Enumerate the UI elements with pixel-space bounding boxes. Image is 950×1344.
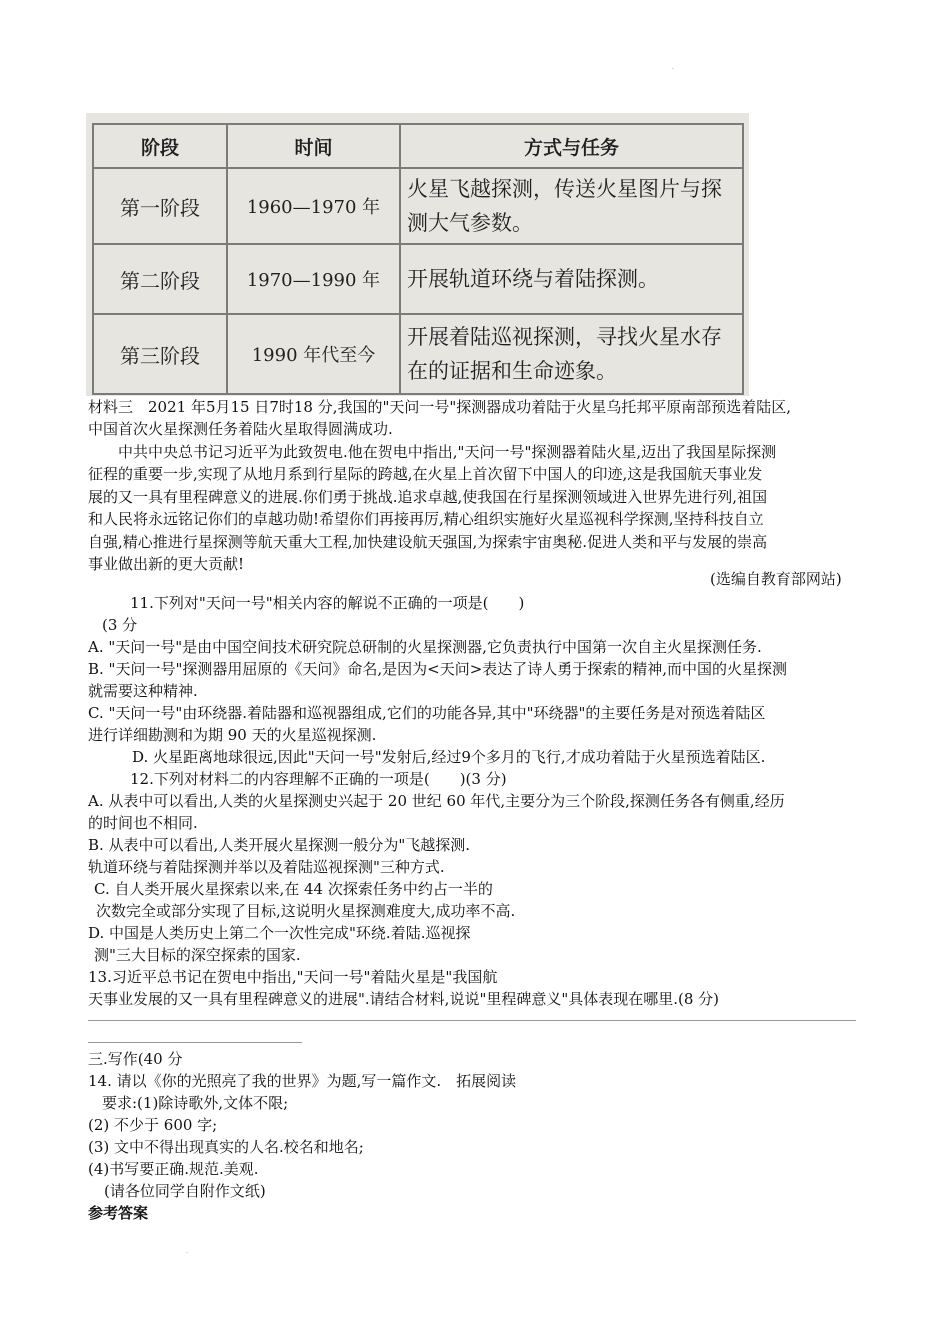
- option-b: B. 从表中可以看出,人类开展火星探测一般分为"飞越探测.: [88, 836, 470, 854]
- question-score: (3 分: [102, 616, 138, 634]
- requirement: (4)书写要正确.规范.美观.: [88, 1160, 259, 1178]
- option-c: C. "天问一号"由环绕器.着陆器和巡视器组成,它们的功能各异,其中"环绕器"的主要任务是对预选着陆区: [88, 704, 766, 722]
- table-row: [93, 168, 743, 244]
- section-writing: 三.写作(40 分: [88, 1050, 183, 1068]
- cell-task: 开展轨道环绕与着陆探测。: [400, 244, 743, 314]
- answer-heading: 参考答案: [88, 1204, 149, 1222]
- cell-task: 火星飞越探测，传送火星图片与探测大气参数。: [400, 168, 743, 244]
- cell-time: 1970—1990 年: [227, 244, 400, 314]
- mars-exploration-table: [92, 123, 744, 395]
- requirement: 要求:(1)除诗歌外,文体不限;: [102, 1094, 289, 1112]
- option-c-cont: 次数完全或部分实现了目标,这说明火星探测难度大,成功率不高.: [96, 902, 516, 920]
- cell-stage: 第一阶段: [93, 168, 227, 244]
- cell-time: 1960—1970 年: [227, 168, 400, 244]
- cell-stage: 第三阶段: [93, 314, 227, 394]
- answer-line-short: [88, 1042, 302, 1043]
- paragraph-line: 征程的重要一步,实现了从地月系到行星际的跨越,在火星上首次留下中国人的印迹,这是我国航天事业发: [88, 465, 763, 483]
- paragraph-line: 展的又一具有里程碑意义的进展.你们勇于挑战.追求卓越,使我国在行星探测领域进入世界先进行列,祖国: [88, 488, 768, 506]
- option-b: B. "天问一号"探测器用屈原的《天问》命名,是因为<天问>表达了诗人勇于探索的精神,而中国的火星探测: [88, 660, 788, 678]
- option-b-cont: 就需要这种精神.: [88, 682, 198, 700]
- header-stage: 阶段: [93, 124, 227, 168]
- cell-task: 开展着陆巡视探测，寻找火星水存在的证据和生命迹象。: [400, 314, 743, 394]
- option-a: A. "天问一号"是由中国空间技术研究院总研制的火星探测器,它负责执行中国第一次自主火星探测任务.: [88, 638, 762, 656]
- header-time: 时间: [227, 124, 400, 168]
- header-task: 方式与任务: [400, 124, 743, 168]
- scan-dot: ·: [672, 66, 674, 73]
- source-note: (选编自教育部网站): [710, 570, 842, 588]
- material-three-line: 材料三 2021 年5月15 日7时18 分,我国的"天问一号"探测器成功着陆于火星乌托邦平原南部预选着陆区,: [88, 398, 792, 416]
- paragraph-line: 中共中央总书记习近平为此致贺电.他在贺电中指出,"天问一号"探测器着陆火星,迈出了我国星际探测: [88, 443, 777, 461]
- paragraph-line: 中国首次火星探测任务着陆火星取得圆满成功.: [88, 420, 393, 438]
- option-d-cont: 测"三大目标的深空探索的国家.: [94, 946, 301, 964]
- table-header-row: [93, 124, 743, 168]
- table-photo: [86, 113, 749, 396]
- question-13: 13.习近平总书记在贺电中指出,"天问一号"着陆火星是"我国航: [88, 968, 498, 986]
- paragraph-line: 事业做出新的更大贡献!: [88, 555, 245, 573]
- option-d: D. 中国是人类历史上第二个一次性完成"环绕.着陆.巡视探: [88, 924, 471, 942]
- table-row: [93, 314, 743, 394]
- answer-line: [88, 1020, 856, 1021]
- requirement: (3) 文中不得出现真实的人名.校名和地名;: [88, 1138, 364, 1156]
- option-c-cont: 进行详细勘测和为期 90 天的火星巡视探测.: [88, 726, 377, 744]
- option-b-cont: 轨道环绕与着陆探测并举以及着陆巡视探测"三种方式.: [88, 858, 445, 876]
- scan-dot: ·: [186, 1250, 188, 1257]
- cell-time: 1990 年代至今: [227, 314, 400, 394]
- cell-stage: 第二阶段: [93, 244, 227, 314]
- option-a-cont: 的时间也不相同.: [88, 814, 198, 832]
- paragraph-line: 自强,精心推进行星探测等航天重大工程,加快建设航天强国,为探索宇宙奥秘.促进人类和平与发展的崇高: [88, 533, 768, 551]
- paragraph-line: 和人民将永远铭记你们的卓越功勋!希望你们再接再厉,精心组织实施好火星巡视科学探测,坚持科技自立: [88, 510, 764, 528]
- question-11: 11.下列对"天问一号"相关内容的解说不正确的一项是( ): [130, 594, 525, 612]
- option-a: A. 从表中可以看出,人类的火星探测史兴起于 20 世纪 60 年代,主要分为三个阶段,探测任务各有侧重,经历: [88, 792, 785, 810]
- question-14: 14. 请以《你的光照亮了我的世界》为题,写一篇作文. 拓展阅读: [88, 1072, 517, 1090]
- question-13-cont: 天事业发展的又一具有里程碑意义的进展".请结合材料,说说"里程碑意义"具体表现在哪里.(8 分): [88, 990, 720, 1008]
- requirement: (2) 不少于 600 字;: [88, 1116, 218, 1134]
- question-12: 12.下列对材料二的内容理解不正确的一项是( )(3 分): [130, 770, 507, 788]
- option-d: D. 火星距离地球很远,因此"天问一号"发射后,经过9个多月的飞行,才成功着陆于火星预选着陆区.: [132, 748, 766, 766]
- table-row: [93, 244, 743, 314]
- option-c: C. 自人类开展火星探索以来,在 44 次探索任务中约占一半的: [94, 880, 493, 898]
- requirement-note: (请各位同学自附作文纸): [104, 1182, 266, 1200]
